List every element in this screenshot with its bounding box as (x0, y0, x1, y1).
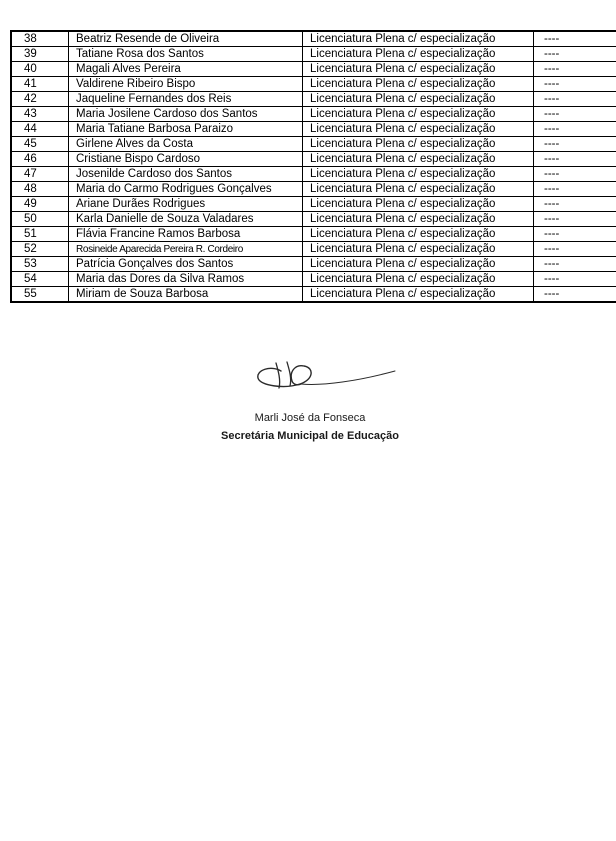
row-number-cell: 39 (11, 47, 69, 62)
row-number-cell: 38 (11, 31, 69, 47)
teacher-name-cell: Ariane Durães Rodrigues (69, 197, 303, 212)
row-number-cell: 50 (11, 212, 69, 227)
status-cell: ---- (534, 31, 616, 47)
status-cell: ---- (534, 182, 616, 197)
teacher-name-cell: Cristiane Bispo Cardoso (69, 152, 303, 167)
table-row (11, 62, 616, 77)
table-row (11, 287, 616, 303)
table-row (11, 152, 616, 167)
teacher-name-cell: Beatriz Resende de Oliveira (69, 31, 303, 47)
qualification-cell: Licenciatura Plena c/ especialização (303, 77, 534, 92)
qualification-cell: Licenciatura Plena c/ especialização (303, 197, 534, 212)
table-row (11, 122, 616, 137)
teacher-name-cell: Patrícia Gonçalves dos Santos (69, 257, 303, 272)
teacher-name-cell: Maria do Carmo Rodrigues Gonçalves (69, 182, 303, 197)
qualification-cell: Licenciatura Plena c/ especialização (303, 62, 534, 77)
row-number-cell: 40 (11, 62, 69, 77)
status-cell: ---- (534, 167, 616, 182)
teacher-name-cell: Josenilde Cardoso dos Santos (69, 167, 303, 182)
status-cell: ---- (534, 47, 616, 62)
table-row (11, 137, 616, 152)
status-cell: ---- (534, 227, 616, 242)
status-cell: ---- (534, 257, 616, 272)
qualification-cell: Licenciatura Plena c/ especialização (303, 47, 534, 62)
table-row (11, 31, 616, 47)
qualification-cell: Licenciatura Plena c/ especialização (303, 152, 534, 167)
qualification-cell: Licenciatura Plena c/ especialização (303, 182, 534, 197)
teacher-name-cell: Miriam de Souza Barbosa (69, 287, 303, 303)
row-number-cell: 41 (11, 77, 69, 92)
table-row (11, 92, 616, 107)
table-row (11, 242, 616, 257)
status-cell: ---- (534, 92, 616, 107)
table-row (11, 77, 616, 92)
table-row (11, 47, 616, 62)
status-cell: ---- (534, 242, 616, 257)
table-row (11, 197, 616, 212)
teacher-name-cell: Tatiane Rosa dos Santos (69, 47, 303, 62)
table-row (11, 272, 616, 287)
status-cell: ---- (534, 62, 616, 77)
signatory-block (110, 410, 510, 445)
table-row (11, 182, 616, 197)
status-cell: ---- (534, 197, 616, 212)
row-number-cell: 51 (11, 227, 69, 242)
row-number-cell: 42 (11, 92, 69, 107)
table-row (11, 167, 616, 182)
qualification-cell: Licenciatura Plena c/ especialização (303, 137, 534, 152)
teacher-name-cell: Maria Tatiane Barbosa Paraizo (69, 122, 303, 137)
table-row (11, 227, 616, 242)
table-row (11, 257, 616, 272)
qualification-cell: Licenciatura Plena c/ especialização (303, 242, 534, 257)
table-row (11, 107, 616, 122)
status-cell: ---- (534, 137, 616, 152)
handwritten-signature-icon (243, 356, 403, 400)
teacher-roster-table (10, 30, 616, 303)
qualification-cell: Licenciatura Plena c/ especialização (303, 167, 534, 182)
table-row (11, 212, 616, 227)
row-number-cell: 43 (11, 107, 69, 122)
row-number-cell: 47 (11, 167, 69, 182)
row-number-cell: 46 (11, 152, 69, 167)
roster-table-body (11, 31, 616, 302)
status-cell: ---- (534, 212, 616, 227)
signature-image (243, 356, 403, 400)
teacher-name-cell: Jaqueline Fernandes dos Reis (69, 92, 303, 107)
qualification-cell: Licenciatura Plena c/ especialização (303, 212, 534, 227)
teacher-name-cell: Girlene Alves da Costa (69, 137, 303, 152)
status-cell: ---- (534, 122, 616, 137)
row-number-cell: 44 (11, 122, 69, 137)
teacher-name-cell: Karla Danielle de Souza Valadares (69, 212, 303, 227)
teacher-name-cell: Maria Josilene Cardoso dos Santos (69, 107, 303, 122)
teacher-name-cell: Flávia Francine Ramos Barbosa (69, 227, 303, 242)
signatory-title: Secretária Municipal de Educação (221, 429, 399, 442)
qualification-cell: Licenciatura Plena c/ especialização (303, 227, 534, 242)
teacher-name-cell: Magali Alves Pereira (69, 62, 303, 77)
qualification-cell: Licenciatura Plena c/ especialização (303, 287, 534, 303)
row-number-cell: 55 (11, 287, 69, 303)
qualification-cell: Licenciatura Plena c/ especialização (303, 272, 534, 287)
status-cell: ---- (534, 77, 616, 92)
status-cell: ---- (534, 272, 616, 287)
qualification-cell: Licenciatura Plena c/ especialização (303, 257, 534, 272)
qualification-cell: Licenciatura Plena c/ especialização (303, 31, 534, 47)
qualification-cell: Licenciatura Plena c/ especialização (303, 92, 534, 107)
row-number-cell: 52 (11, 242, 69, 257)
status-cell: ---- (534, 287, 616, 303)
row-number-cell: 53 (11, 257, 69, 272)
teacher-name-cell: Maria das Dores da Silva Ramos (69, 272, 303, 287)
row-number-cell: 48 (11, 182, 69, 197)
row-number-cell: 49 (11, 197, 69, 212)
teacher-name-cell: Valdirene Ribeiro Bispo (69, 77, 303, 92)
status-cell: ---- (534, 152, 616, 167)
status-cell: ---- (534, 107, 616, 122)
teacher-name-cell: Rosineide Aparecida Pereira R. Cordeiro (69, 242, 303, 257)
qualification-cell: Licenciatura Plena c/ especialização (303, 107, 534, 122)
row-number-cell: 54 (11, 272, 69, 287)
row-number-cell: 45 (11, 137, 69, 152)
signatory-name: Marli José da Fonseca (254, 412, 366, 424)
qualification-cell: Licenciatura Plena c/ especialização (303, 122, 534, 137)
